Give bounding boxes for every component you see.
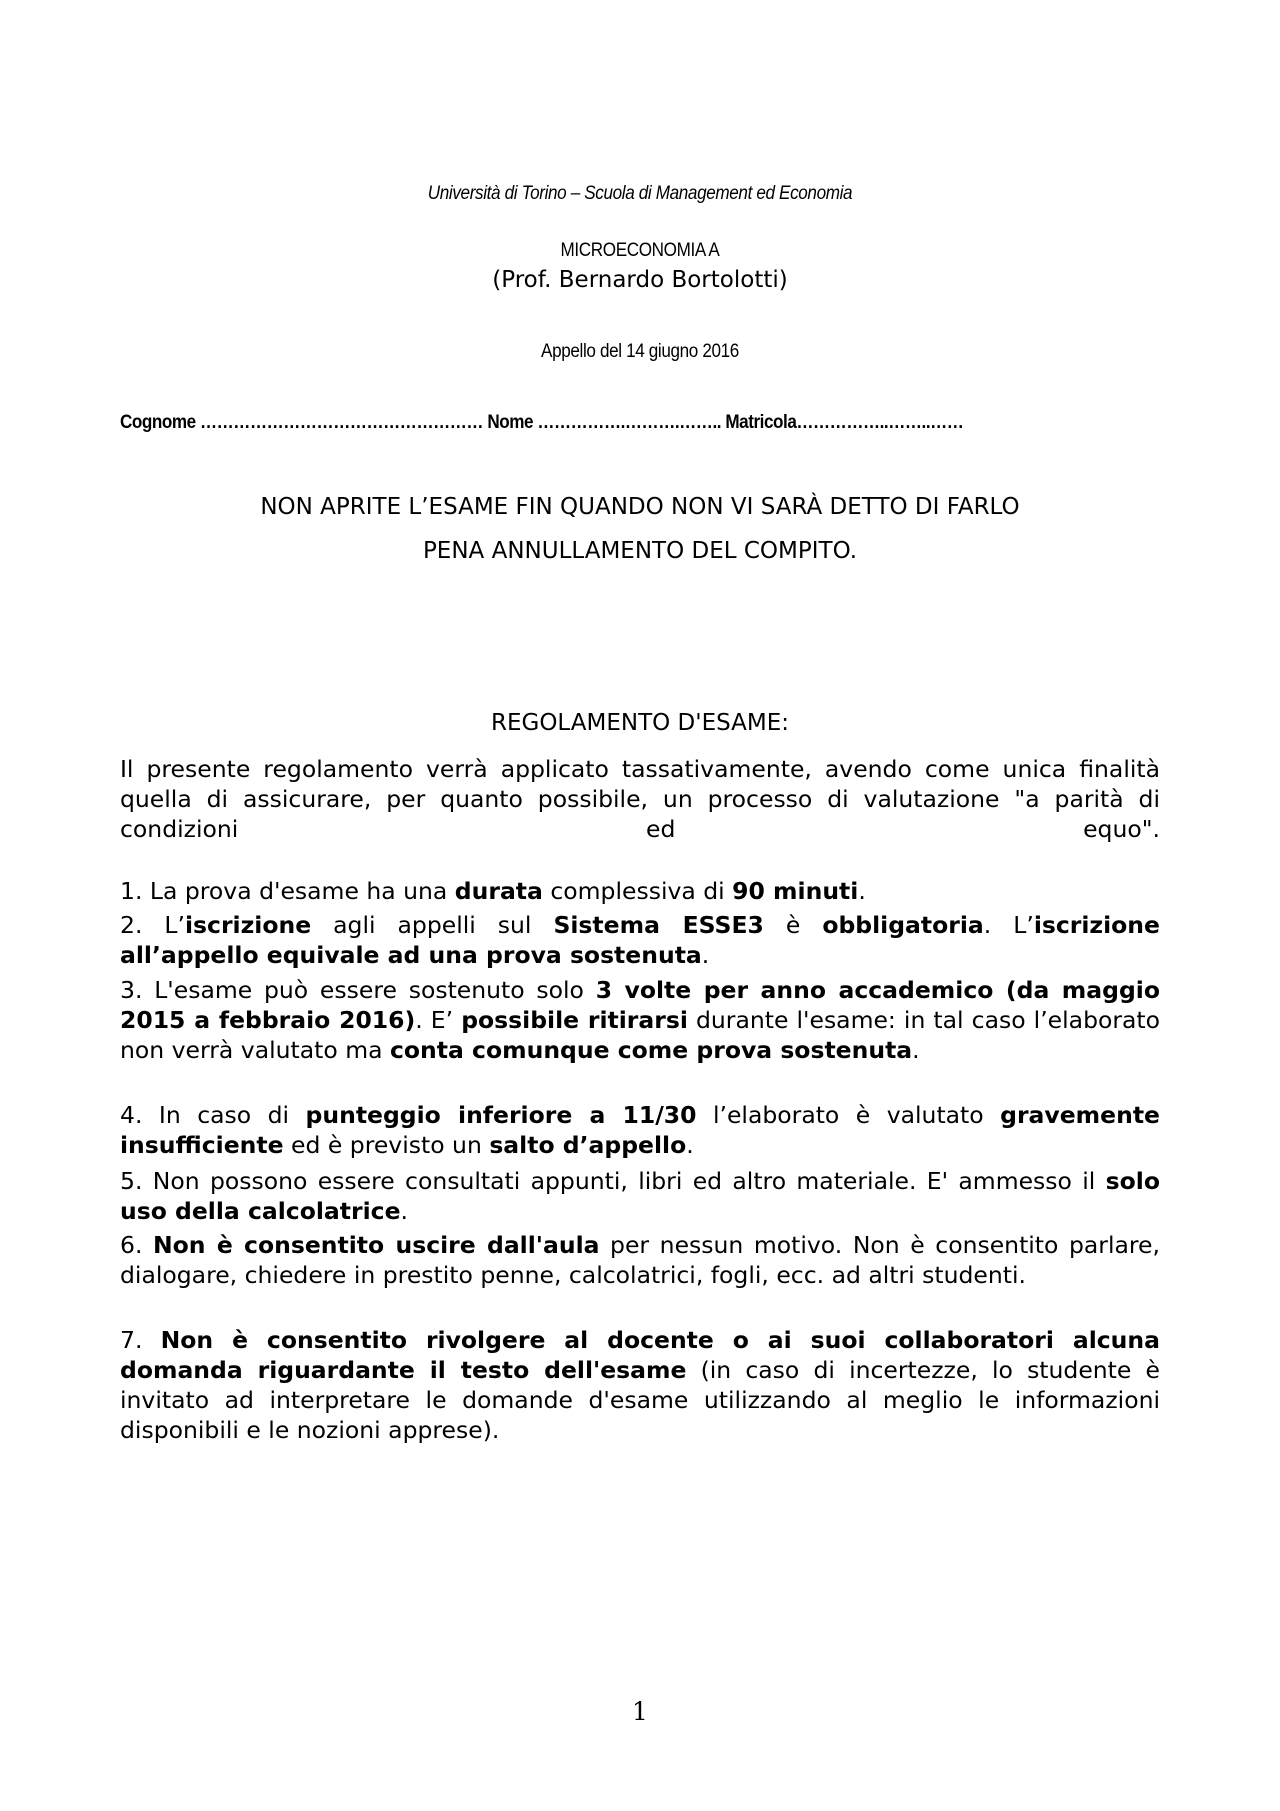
rule-bold-text: conta comunque come prova sostenuta (389, 1036, 913, 1064)
rule-text: . L’ (983, 911, 1034, 939)
rule-bold-text: Non è consentito uscire dall'aula (153, 1231, 600, 1259)
rule-bold-text: 3 volte per anno accademico (da maggio 2015 a febbraio 2016) (120, 976, 1160, 1034)
rule-bold-text: salto d’appello (489, 1131, 687, 1159)
rule-bold-text: punteggio inferiore a 11/30 (305, 1101, 697, 1129)
rule-item (120, 876, 1160, 906)
rule-text: l’elaborato è valutato (696, 1101, 1001, 1129)
rule-text: durante l'esame: in tal caso l’elaborato non verrà valutato ma (120, 1006, 1161, 1064)
rule-text: è (763, 911, 823, 939)
rule-bold-text: iscrizione all’appello equivale ad una prova sostenuta (120, 911, 1160, 969)
rule-bold-text: Sistema ESSE3 (553, 911, 764, 939)
rule-item (120, 1166, 1160, 1226)
professor-name: (Prof. Bernardo Bortolotti) (492, 267, 788, 293)
rule-item (120, 975, 1160, 1065)
rule-bold-text: gravemente insufficiente (120, 1101, 1160, 1159)
page-number: 1 (632, 1697, 648, 1726)
rule-text: . (701, 941, 710, 969)
regulation-intro: Il presente regolamento verrà applicato tassativamente, avendo come unica finalità quella di assicurare, per quanto possibile, un processo di valutazione "a parità di condizioni ed equo". (120, 755, 1160, 843)
rule-item (120, 1100, 1160, 1160)
rule-text: (in caso di incertezze, lo studente è invitato ad interpretare le domande d'esame utilizzando al meglio le informazioni disponibili e le nozioni apprese). (120, 1356, 1160, 1444)
rule-text: . (686, 1131, 694, 1159)
rule-text: 2. L’ (120, 911, 185, 939)
rule-text: . (858, 877, 866, 905)
university-header: Università di Torino – Scuola di Management ed Economia (427, 183, 853, 204)
rule-text: 6. (120, 1231, 153, 1259)
rule-text: ed è previsto un (283, 1131, 490, 1159)
rule-text: 1. La prova d'esame ha una (120, 877, 455, 905)
warning-line-1: NON APRITE L’ESAME FIN QUANDO NON VI SARÀ DETTO DI FARLO (260, 494, 1020, 520)
rule-bold-text: solo uso della calcolatrice (120, 1167, 1160, 1225)
rule-item (120, 1325, 1160, 1445)
rule-text: . E’ (415, 1006, 462, 1034)
rule-text: agli appelli sul (311, 911, 554, 939)
rule-text: 4. In caso di (120, 1101, 306, 1129)
course-title: MICROECONOMIA A (560, 240, 720, 261)
rule-text: 3. L'esame può essere sostenuto solo (120, 976, 596, 1004)
rule-item (120, 910, 1160, 970)
rule-text: 7. (120, 1326, 161, 1354)
rule-text: per nessun motivo. Non è consentito parlare, dialogare, chiedere in prestito penne, calcolatrici, fogli, ecc. ad altri studenti. (120, 1231, 1160, 1289)
rule-text: 5. Non possono essere consultati appunti, libri ed altro materiale. E' ammesso il (120, 1167, 1106, 1195)
rule-bold-text: 90 minuti (732, 877, 859, 905)
warning-line-2: PENA ANNULLAMENTO DEL COMPITO. (422, 538, 858, 564)
rule-item (120, 1230, 1160, 1290)
rule-text: . (912, 1036, 920, 1064)
rule-bold-text: Non è consentito rivolgere al docente o ai suoi collaboratori alcuna domanda riguardante il testo dell'esame (120, 1326, 1160, 1384)
student-fields-line: Cognome …………………………………………… Nome …………….……….…….. Matricola……………..……..…… (120, 412, 964, 433)
rule-bold-text: possibile ritirarsi (461, 1006, 688, 1034)
exam-date: Appello del 14 giugno 2016 (541, 341, 739, 362)
rule-text: . (400, 1197, 409, 1225)
rule-text: complessiva di (542, 877, 733, 905)
rule-bold-text: obbligatoria (822, 911, 984, 939)
rule-bold-text: iscrizione (184, 911, 312, 939)
rule-bold-text: durata (454, 877, 543, 905)
regulation-title: REGOLAMENTO D'ESAME: (490, 710, 789, 736)
